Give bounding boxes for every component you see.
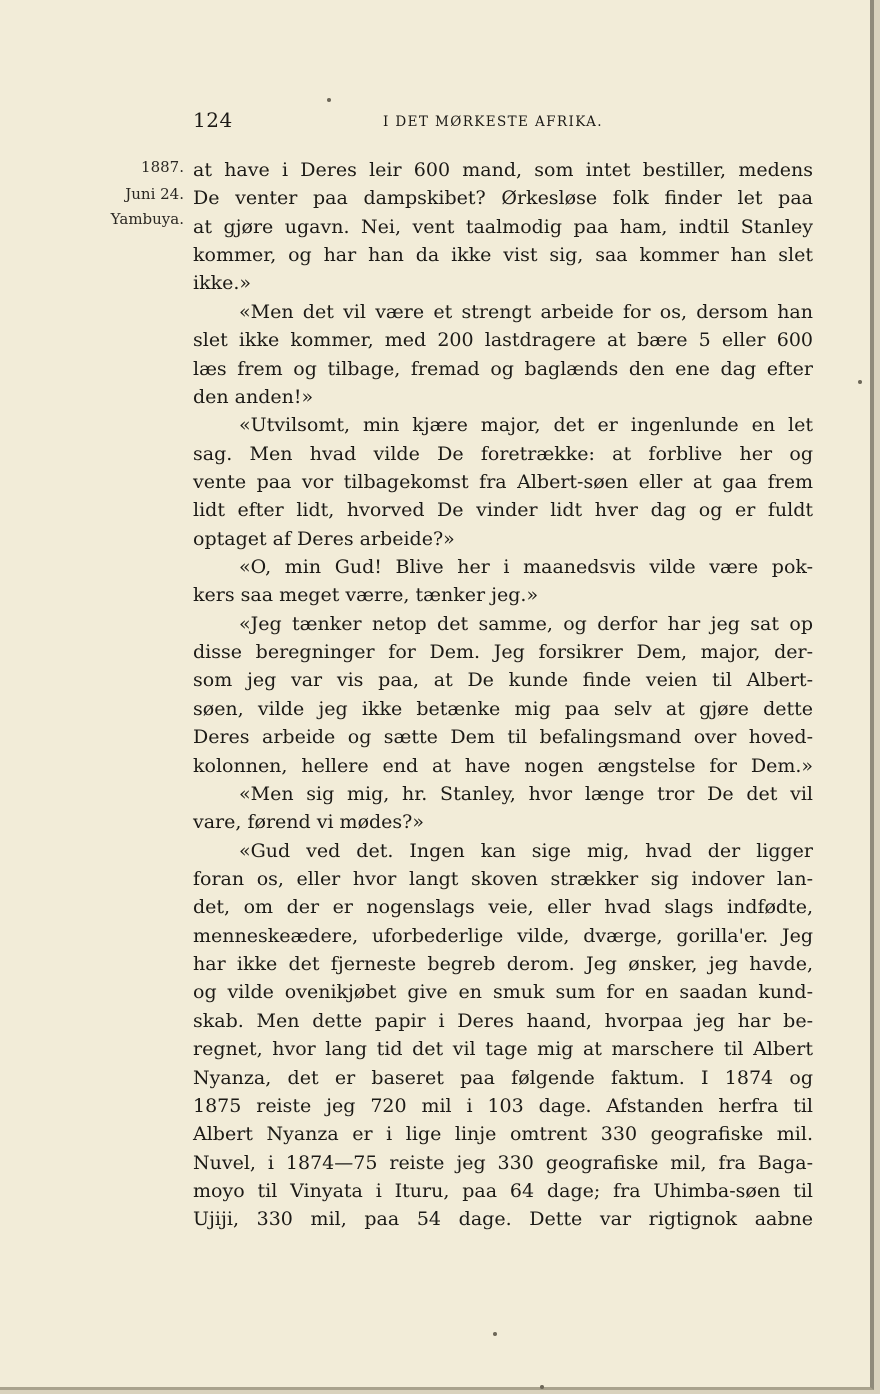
text-line: Deres arbeide og sætte Dem til befalingsmand over hoved-: [193, 726, 813, 749]
text-line: moyo til Vinyata i Ituru, paa 64 dage; fra Uhimba-søen til: [193, 1179, 813, 1202]
text-line: kolonnen, hellere end at have nogen ængstelse for Dem.»: [193, 754, 813, 777]
paper-speck: [858, 380, 862, 384]
text-line: læs frem og tilbage, fremad og baglænds den ene dag efter: [193, 357, 813, 380]
text-line: lidt efter lidt, hvorved De vinder lidt hver dag og er fuldt: [193, 499, 813, 522]
page-number: 124: [193, 108, 233, 132]
text-line: kers saa meget værre, tænker jeg.»: [193, 584, 539, 607]
paper-speck: [493, 1332, 497, 1336]
text-line: «Men sig mig, hr. Stanley, hvor længe tror De det vil: [239, 782, 813, 805]
paper-speck: [327, 98, 331, 102]
text-line: skab. Men dette papir i Deres haand, hvorpaa jeg har be-: [193, 1009, 813, 1032]
text-line: vente paa vor tilbagekomst fra Albert-søen eller at gaa frem: [193, 470, 813, 493]
text-line: at have i Deres leir 600 mand, som intet bestiller, medens: [193, 159, 813, 181]
margin-note-place: Yambuya.: [110, 210, 184, 228]
page-header: [193, 108, 813, 138]
text-line: «Jeg tænker netop det samme, og derfor har jeg sat op: [239, 612, 813, 635]
text-line: som jeg var vis paa, at De kunde finde veien til Albert-: [193, 669, 813, 692]
text-line: foran os, eller hvor langt skoven strækker sig indover lan-: [193, 867, 813, 890]
text-line: vare, førend vi mødes?»: [193, 811, 424, 834]
margin-note-year: 1887.: [141, 158, 184, 176]
text-line: og vilde ovenikjøbet give en smuk sum for en saadan kund-: [193, 981, 813, 1004]
text-line: «Gud ved det. Ingen kan sige mig, hvad der ligger: [239, 839, 813, 862]
text-line: 1875 reiste jeg 720 mil i 103 dage. Afstanden herfra til: [193, 1094, 813, 1117]
text-line: sag. Men hvad vilde De foretrække: at forblive her og: [193, 442, 813, 465]
text-line: Ujiji, 330 mil, paa 54 dage. Dette var rigtignok aabne: [193, 1208, 813, 1231]
text-line: søen, vilde jeg ikke betænke mig paa selv at gjøre dette: [193, 697, 813, 720]
text-line: ikke.»: [193, 272, 252, 295]
text-line: optaget af Deres arbeide?»: [193, 527, 455, 550]
text-line: Nyanza, det er baseret paa følgende faktum. I 1874 og: [193, 1066, 813, 1089]
text-line: «Utvilsomt, min kjære major, det er ingenlunde en let: [239, 414, 813, 437]
text-line: menneskeædere, uforbederlige vilde, dværge, gorilla'er. Jeg: [193, 924, 813, 947]
text-line: at gjøre ugavn. Nei, vent taalmodig paa ham, indtil Stanley: [193, 215, 813, 238]
text-line: har ikke det fjerneste begreb derom. Jeg ønsker, jeg havde,: [193, 953, 813, 976]
text-line: Albert Nyanza er i lige linje omtrent 330 geografiske mil.: [193, 1123, 813, 1146]
body-text: [193, 156, 813, 1234]
text-line: «O, min Gud! Blive her i maanedsvis vilde være pok-: [239, 556, 813, 579]
text-line: kommer, og har han da ikke vist sig, saa kommer han slet: [193, 244, 813, 267]
text-line: regnet, hvor lang tid det vil tage mig at marschere til Albert: [193, 1038, 813, 1061]
text-line: De venter paa dampskibet? Ørkesløse folk finder let paa: [193, 187, 813, 210]
margin-note-date: Juni 24.: [125, 185, 184, 203]
text-line: slet ikke kommer, med 200 lastdragere at bære 5 eller 600: [193, 329, 813, 352]
paper-speck: [540, 1385, 544, 1389]
text-line: den anden!»: [193, 385, 314, 408]
text-line: «Men det vil være et strengt arbeide for os, dersom han: [239, 300, 813, 323]
running-title: I DET MØRKESTE AFRIKA.: [383, 114, 603, 130]
text-line: det, om der er nogenslags veie, eller hvad slags indfødte,: [193, 896, 813, 919]
text-line: disse beregninger for Dem. Jeg forsikrer Dem, major, der-: [193, 641, 813, 664]
text-line: Nuvel, i 1874—75 reiste jeg 330 geografiske mil, fra Baga-: [193, 1151, 813, 1174]
